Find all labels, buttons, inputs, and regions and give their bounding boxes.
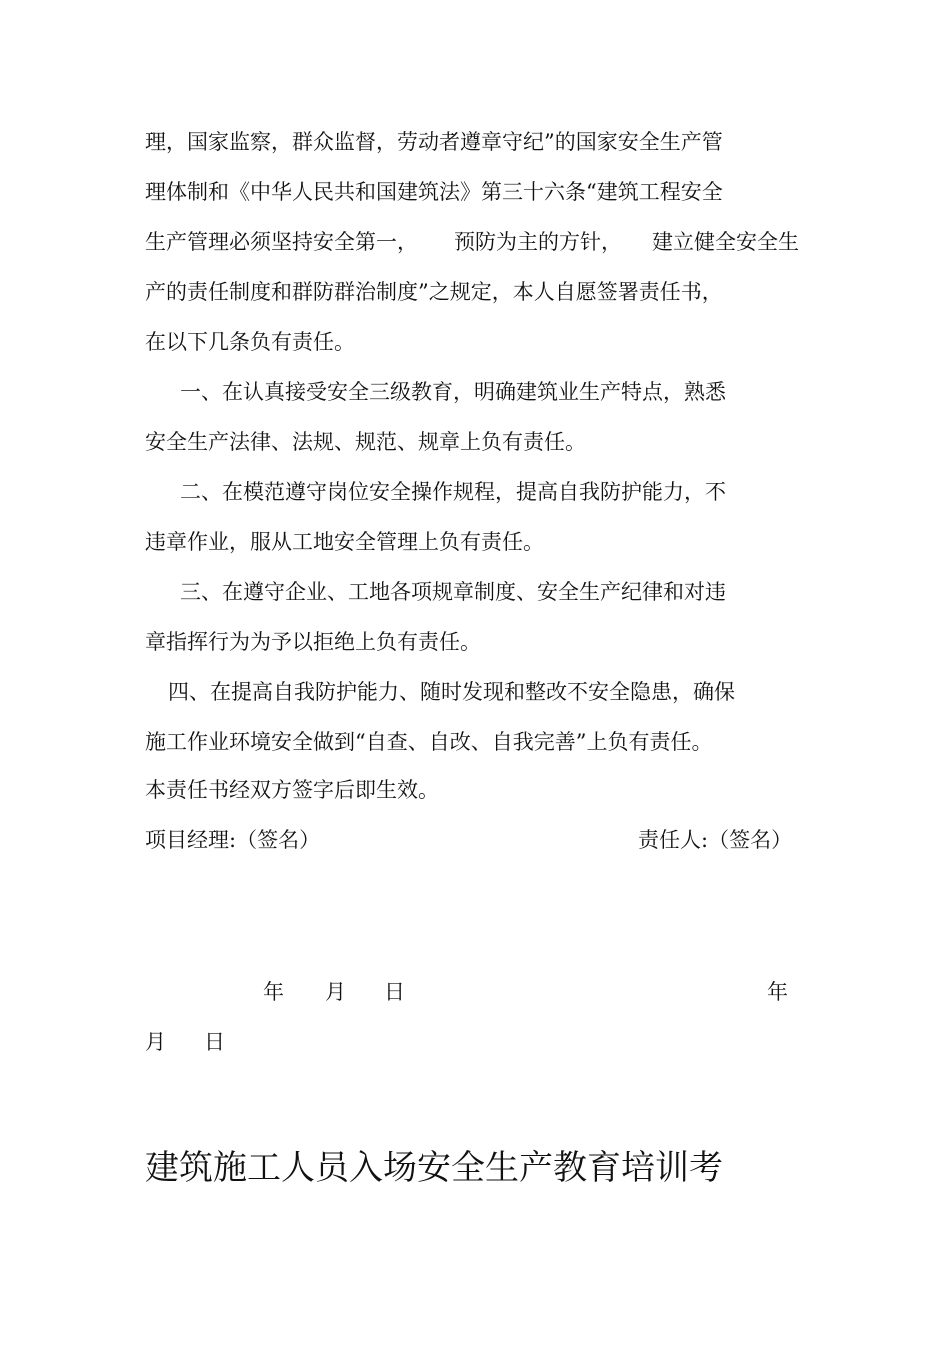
item-2-line-1: 二、在模范遵守岗位安全操作规程，提高自我防护能力，不 (180, 480, 726, 504)
item-4-line-1: 四、在提高自我防护能力、随时发现和整改不安全隐患，确保 (168, 680, 735, 704)
date-right-month: 月 (145, 1030, 166, 1054)
intro-line-3-part-b: 预防为主的方针， (454, 230, 622, 254)
item-1-line-2: 安全生产法律、法规、规范、规章上负有责任。 (145, 430, 586, 454)
date-right-day: 日 (204, 1030, 225, 1054)
date-left-day: 日 (384, 980, 405, 1004)
intro-line-5: 在以下几条负有责任。 (145, 330, 355, 354)
signature-project-manager: 项目经理:（签名） (145, 828, 321, 852)
next-section-title: 建筑施工人员入场安全生产教育培训考 (145, 1148, 723, 1188)
intro-line-2: 理体制和《中华人民共和国建筑法》第三十六条“建筑工程安全 (145, 180, 723, 204)
intro-line-3 (145, 227, 799, 257)
signature-responsible-person: 责任人:（签名） (638, 828, 793, 852)
date-left-year: 年 (263, 980, 284, 1004)
item-3-line-2: 章指挥行为为予以拒绝上负有责任。 (145, 630, 481, 654)
item-1-line-1: 一、在认真接受安全三级教育，明确建筑业生产特点，熟悉 (180, 380, 726, 404)
date-right-year: 年 (767, 980, 788, 1004)
effective-statement: 本责任书经双方签字后即生效。 (145, 778, 439, 802)
intro-line-3-part-a: 生产管理必须坚持安全第一， (145, 230, 418, 254)
item-2-line-2: 违章作业，服从工地安全管理上负有责任。 (145, 530, 544, 554)
intro-line-3-part-c: 建立健全安全生 (652, 230, 799, 254)
date-left-month: 月 (325, 980, 346, 1004)
intro-line-4: 产的责任制度和群防群治制度”之规定，本人自愿签署责任书， (145, 280, 723, 304)
item-4-line-2: 施工作业环境安全做到“自查、自改、自我完善”上负有责任。 (145, 730, 713, 754)
item-3-line-1: 三、在遵守企业、工地各项规章制度、安全生产纪律和对违 (180, 580, 726, 604)
intro-line-1: 理，国家监察，群众监督，劳动者遵章守纪”的国家安全生产管 (145, 130, 723, 154)
